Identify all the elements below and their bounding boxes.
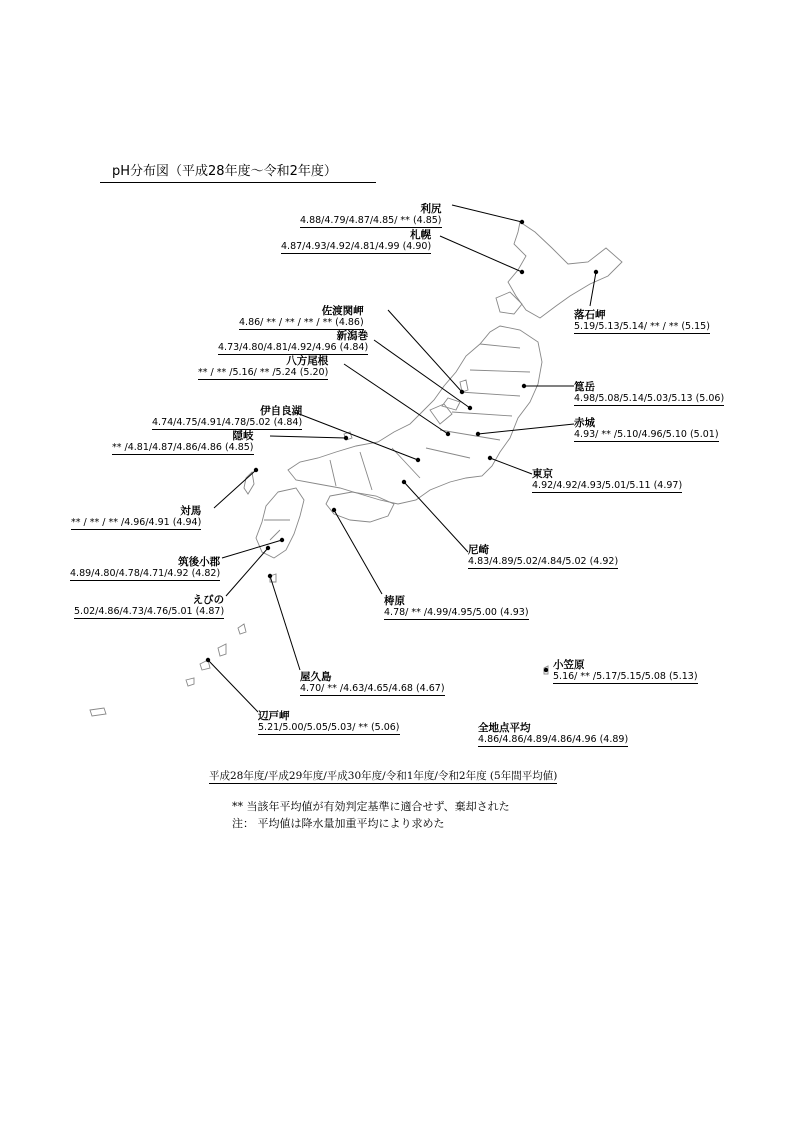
station-label-happo: 八方尾根 ** / ** /5.16/ ** /5.24 (5.20)	[198, 355, 329, 378]
tsushima-outline	[244, 472, 254, 494]
page-title: pH分布図（平成28年度～令和2年度）	[100, 162, 376, 183]
station-label-akagi: 赤城 4.93/ ** /5.10/4.96/5.10 (5.01)	[574, 417, 719, 440]
legend-format: 平成28年度/平成29年度/平成30年度/令和1年度/令和2年度 (5年間平均値)	[209, 770, 558, 782]
station-label-tsushima: 対馬 ** / ** / ** /4.96/4.91 (4.94)	[71, 505, 202, 528]
station-label-ijira: 伊自良湖 4.74/4.75/4.91/4.78/5.02 (4.84)	[152, 405, 303, 428]
station-label-sapporo: 札幌 4.87/4.93/4.92/4.81/4.99 (4.90)	[281, 229, 432, 252]
station-label-sado: 佐渡関岬 4.86/ ** / ** / ** / ** (4.86)	[239, 305, 364, 328]
note-rejected: ** 当該年平均値が有効判定基準に適合せず、棄却された	[232, 800, 510, 813]
hokkaido-outline	[508, 222, 622, 318]
station-label-niigatamaki: 新潟巻 4.73/4.80/4.81/4.92/4.96 (4.84)	[218, 330, 369, 353]
station-label-ogasawara: 小笠原 5.16/ ** /5.17/5.15/5.08 (5.13)	[553, 659, 698, 682]
station-label-all-average: 全地点平均 4.86/4.86/4.89/4.86/4.96 (4.89)	[478, 722, 629, 745]
station-label-ebino: えびの 5.02/4.86/4.73/4.76/5.01 (4.87)	[74, 594, 225, 617]
station-label-hedo: 辺戸岬 5.21/5.00/5.05/5.03/ ** (5.06)	[258, 710, 400, 733]
station-label-tappi: 箟岳 4.98/5.08/5.14/5.03/5.13 (5.06)	[574, 381, 725, 404]
station-label-chikugo: 筑後小郡 4.89/4.80/4.78/4.71/4.92 (4.82)	[70, 556, 221, 579]
kyushu-outline	[256, 488, 304, 558]
station-label-yusuhara: 梼原 4.78/ ** /4.99/4.95/5.00 (4.93)	[384, 595, 529, 618]
station-label-yakushima: 屋久島 4.70/ ** /4.63/4.65/4.68 (4.67)	[300, 671, 445, 694]
station-label-ochiishi: 落石岬 5.19/5.13/5.14/ ** / ** (5.15)	[574, 309, 710, 332]
notes	[232, 798, 510, 832]
shikoku-outline	[326, 492, 394, 522]
station-label-oki: 隠岐 ** /4.81/4.87/4.86/4.86 (4.85)	[112, 430, 254, 453]
station-label-amagasaki: 尼崎 4.83/4.89/5.02/4.84/5.02 (4.92)	[468, 544, 619, 567]
note-average-method: 注： 平均値は降水量加重平均により求めた	[232, 817, 445, 830]
station-label-tokyo: 東京 4.92/4.92/4.93/5.01/5.11 (4.97)	[532, 468, 683, 491]
station-label-rishiri: 利尻 4.88/4.79/4.87/4.85/ ** (4.85)	[300, 203, 442, 226]
